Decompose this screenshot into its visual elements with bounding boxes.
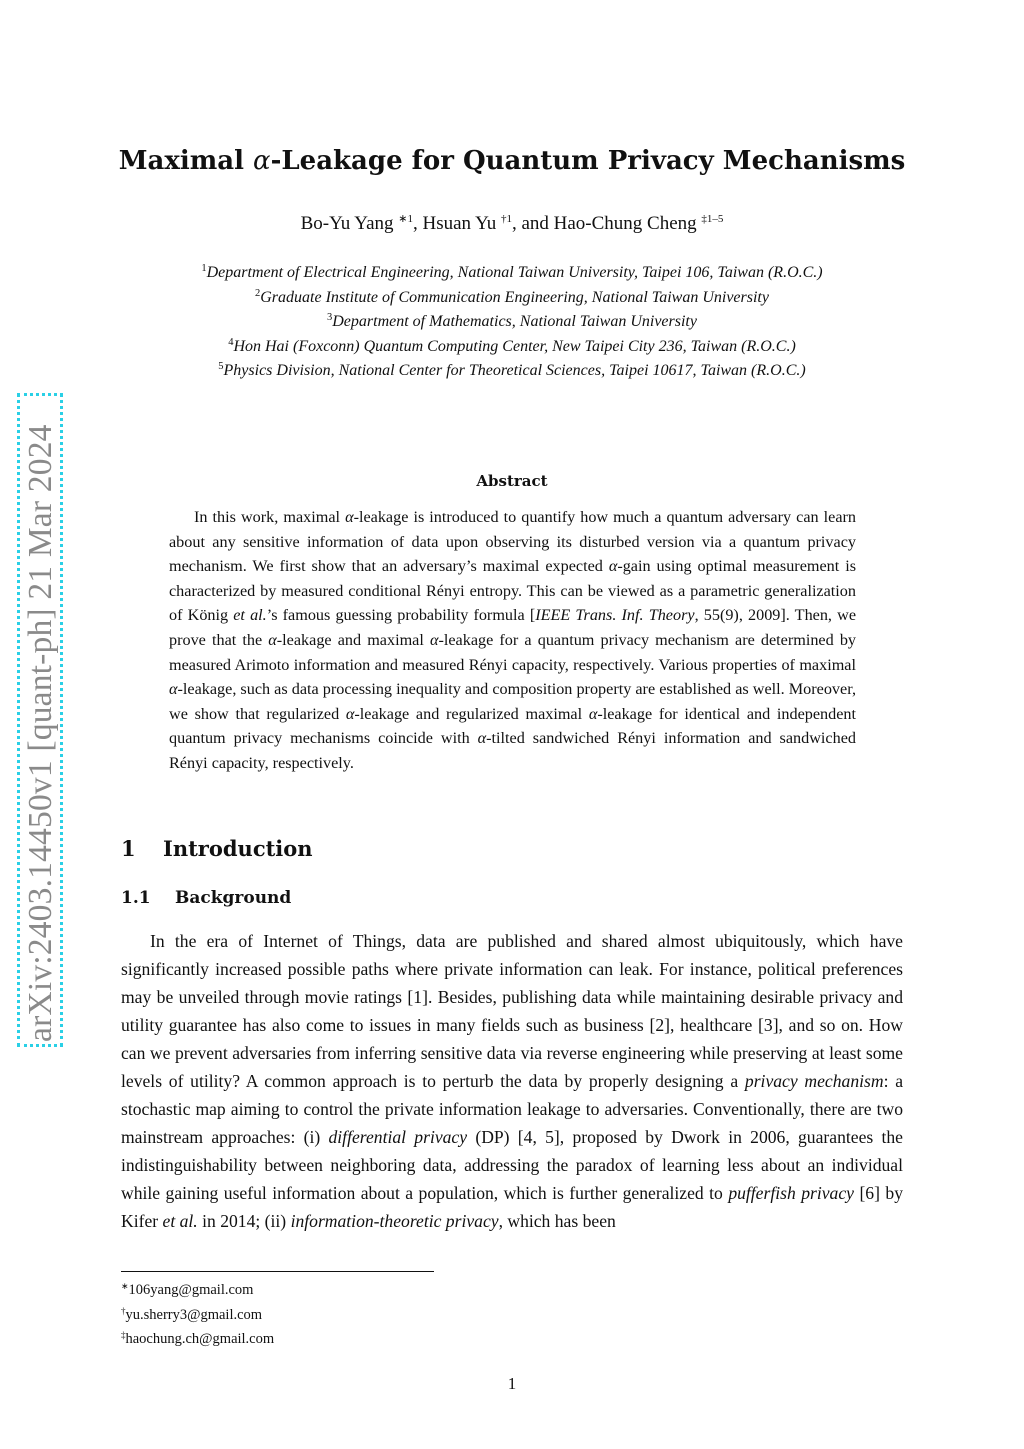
footnote-1-mark: ∗ — [121, 1281, 129, 1291]
footnote-1-email: 106yang@gmail.com — [128, 1282, 254, 1298]
alpha-symbol: α — [169, 680, 178, 699]
abstract-text: -leakage for identical and independent quantum privacy mechanisms coincide with — [169, 704, 856, 748]
author-1: Bo-Yu Yang — [300, 213, 399, 234]
abstract-text: -leakage and regularized maximal — [354, 704, 589, 723]
alpha-symbol: α — [429, 630, 439, 649]
footnote-2 — [121, 1301, 274, 1326]
abstract-text: -leakage, such as data processing inequality and composition property are established as well. Moreover, we show that regularized — [169, 680, 856, 723]
footnote-3-email: haochung.ch@gmail.com — [125, 1331, 275, 1347]
alpha-symbol: α — [345, 704, 355, 723]
footnote-rule — [121, 1271, 434, 1272]
alpha-symbol: α — [345, 508, 354, 526]
abstract-text: -leakage for a quantum privacy mechanism are determined by measured Arimoto information and measured Rényi capacity, respectively. Various properties of maximal — [169, 630, 857, 674]
footnote-list — [121, 1276, 274, 1350]
alpha-symbol: α — [608, 557, 618, 576]
body-text: (DP) [4, 5], proposed by Dwork in 2006, guarantees the indistinguishability between neighboring data, addressing the paradox of learning less about an individual while gaining useful information about a population, which is further generalized to — [121, 1127, 903, 1203]
alpha-symbol: α — [268, 630, 277, 649]
affiliation-3-num: 3 — [327, 312, 333, 324]
footnote-2-mark: † — [121, 1305, 126, 1316]
abstract-text: -leakage is introduced to quantify how much a quantum adversary can learn about any sensitive information of data upon observing its disturbed version via a quantum privacy mechanism. We first show that an adversary’s maximal expected — [169, 508, 857, 576]
alpha-symbol: α — [477, 729, 487, 748]
body-text: in 2014; (ii) — [197, 1211, 291, 1231]
affiliation-2-num: 2 — [255, 287, 261, 299]
abstract-journal: IEEE Trans. Inf. Theory — [535, 606, 695, 625]
author-list — [0, 212, 1024, 235]
affiliation-1-text: Department of Electrical Engineering, National Taiwan University, Taipei 106, Taiwan (R.O.C.) — [206, 264, 823, 281]
author-3: , and Hao-Chung Cheng — [511, 213, 702, 234]
affiliation-2-text: Graduate Institute of Communication Engineering, National Taiwan University — [260, 288, 769, 306]
body-text: : a stochastic map aiming to control the private information leakage to adversaries. Conventionally, there are two mainstream approaches: (i) — [121, 1071, 904, 1147]
affiliation-4 — [0, 331, 1024, 356]
affiliation-2 — [0, 282, 1024, 307]
subsection-title: Background — [175, 888, 292, 908]
body-text: In the era of Internet of Things, data are published and shared almost ubiquitously, which have significantly increased possible paths where private information can leak. For instance, political preferences may be unveiled through movie ratings [1]. Besides, publishing data while maintaining desirable privacy and utility guarantee has also come to issues in many fields such as business [2], healthcare [3], and so on. How can we prevent adversaries from inferring sensitive data via reverse engineering while preserving at least some levels of utility? A common approach is to perturb the data by properly designing a — [121, 931, 903, 1091]
page-number: 1 — [507, 1374, 517, 1393]
author-2: , Hsuan Yu — [412, 213, 501, 234]
affiliation-3 — [0, 306, 1024, 331]
title-alpha: α — [253, 146, 271, 176]
affiliation-5-num: 5 — [218, 361, 224, 373]
abstract-text: ’s famous guessing probability formula [ — [266, 606, 536, 625]
abstract-etal: et al. — [233, 606, 267, 625]
arxiv-stamp: arXiv:2403.14450v1 [quant-ph] 21 Mar 2024 — [22, 424, 59, 1042]
affiliation-5-text: Physics Division, National Center for Theoretical Sciences, Taipei 10617, Taiwan (R.O.C.) — [223, 362, 806, 380]
body-text: [6] by Kifer — [121, 1183, 904, 1231]
abstract-text: In this work, maximal — [194, 508, 346, 526]
title-post: -Leakage for Quantum Privacy Mechanisms — [270, 146, 906, 176]
affiliation-1-num: 1 — [201, 263, 207, 274]
affiliation-4-text: Hon Hai (Foxconn) Quantum Computing Center, New Taipei City 236, Taiwan (R.O.C.) — [233, 337, 796, 355]
affiliation-4-num: 4 — [228, 336, 234, 348]
abstract-text: , 55(9), 2009]. Then, we prove that the — [169, 606, 857, 649]
abstract-text: -gain using optimal measurement is characterized by measured conditional Rényi entropy. This can be viewed as a parametric generalization of König — [169, 557, 856, 625]
section-number: 1 — [121, 836, 136, 861]
subsection-number: 1.1 — [121, 888, 151, 908]
body-emph: et al. — [162, 1211, 198, 1231]
body-emph: pufferfish privacy — [728, 1183, 854, 1203]
paper-title — [0, 146, 1024, 176]
abstract-heading: Abstract — [476, 472, 548, 490]
author-3-mark: ‡1–5 — [701, 213, 724, 225]
abstract-text: -tilted sandwiched Rényi information and sandwiched Rényi capacity, respectively. — [169, 729, 856, 772]
affiliation-3-text: Department of Mathematics, National Taiwan University — [332, 313, 697, 331]
title-pre: Maximal — [118, 146, 254, 176]
footnote-3-mark: ‡ — [121, 1330, 126, 1340]
footnote-3 — [121, 1325, 274, 1350]
affiliation-5 — [0, 355, 1024, 380]
body-paragraph — [121, 927, 903, 1235]
author-1-mark: ∗1 — [398, 213, 413, 225]
section-title: Introduction — [163, 836, 313, 861]
abstract-paragraph — [169, 505, 856, 776]
body-text: , which has been — [498, 1211, 616, 1231]
alpha-symbol: α — [588, 704, 598, 723]
body-emph: information-theoretic privacy — [290, 1211, 499, 1231]
body-emph: differential privacy — [328, 1127, 468, 1147]
section-heading — [121, 836, 313, 861]
affiliation-list — [0, 257, 1024, 380]
subsection-heading — [121, 888, 291, 908]
abstract-text: -leakage and maximal — [276, 630, 430, 649]
affiliation-1 — [0, 257, 1024, 282]
body-emph: privacy mechanism — [744, 1071, 884, 1091]
footnote-1 — [121, 1276, 274, 1301]
author-2-mark: †1 — [500, 213, 512, 225]
footnote-2-email: yu.sherry3@gmail.com — [125, 1306, 263, 1323]
